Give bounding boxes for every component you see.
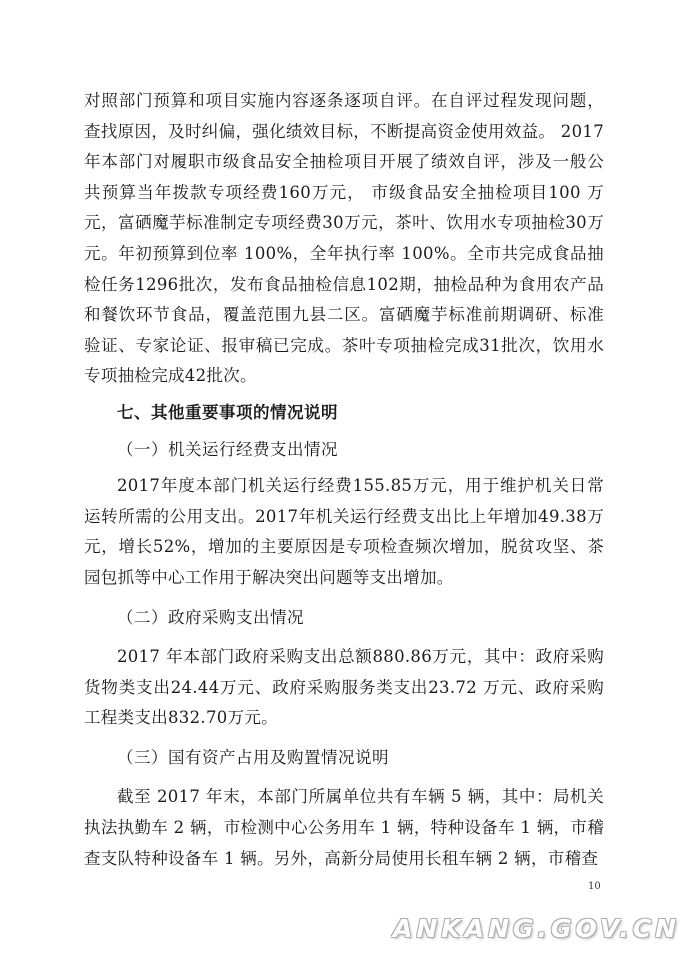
site-watermark: ANKANG.GOV.CN (393, 914, 680, 943)
paragraph-procurement: 2017 年本部门政府采购支出总额880.86万元，其中：政府采购货物类支出24.44万元、政府采购服务类支出23.72 万元、政府采购工程类支出832.70万元。 (84, 647, 604, 728)
paragraph-operating-expenses: 2017年度本部门机关运行经费155.85万元，用于维护机关日常运转所需的公用支出。2017年机关运行经费支出比上年增加49.38万元，增长52%，增加的主要原因是专项检查频次增加，脱贫攻坚、茶园包抓等中心工作用于解决突出问题等支出增加。 (84, 476, 604, 587)
subsection-1-heading: （一）机关运行经费支出情况 (117, 439, 338, 459)
page-number: 10 (588, 881, 601, 892)
section-7-heading: 七、其他重要事项的情况说明 (117, 402, 338, 422)
subsection-2-heading: （二）政府采购支出情况 (117, 607, 304, 627)
paragraph-state-assets: 截至 2017 年末，本部门所属单位共有车辆 5 辆，其中：局机关执法执勤车 2 辆，市检测中心公务用车 1 辆，特种设备车 1 辆，市稽查支队特种设备车 1 辆。另外，高新分局使用长租车辆 2 辆，市稽查 (84, 787, 604, 868)
subsection-3-heading: （三）国有资产占用及购置情况说明 (117, 747, 389, 767)
paragraph-self-evaluation: 对照部门预算和项目实施内容逐条逐项自评。在自评过程发现问题，查找原因，及时纠偏，强化绩效目标，不断提高资金使用效益。 2017年本部门对履职市级食品安全抽检项目开展了绩效自评，涉及一般公共预算当年拨款专项经费160万元， 市级食品安全抽检项目100 万元，富硒魔芋标准制定专项经费30万元，茶叶、饮用水专项抽检30万元。年初预算到位率 100%，全年执行率 100%。全市共完成食品抽检任务1296批次，发布食品抽检信息102期，抽检品种为食用农产品和餐饮环节食品，覆盖范围九县二区。富硒魔芋标准前期调研、标准验证、专家论证、报审稿已完成。茶叶专项抽检完成31批次，饮用水专项抽检完成42批次。 (84, 91, 604, 386)
document-body (84, 86, 604, 874)
